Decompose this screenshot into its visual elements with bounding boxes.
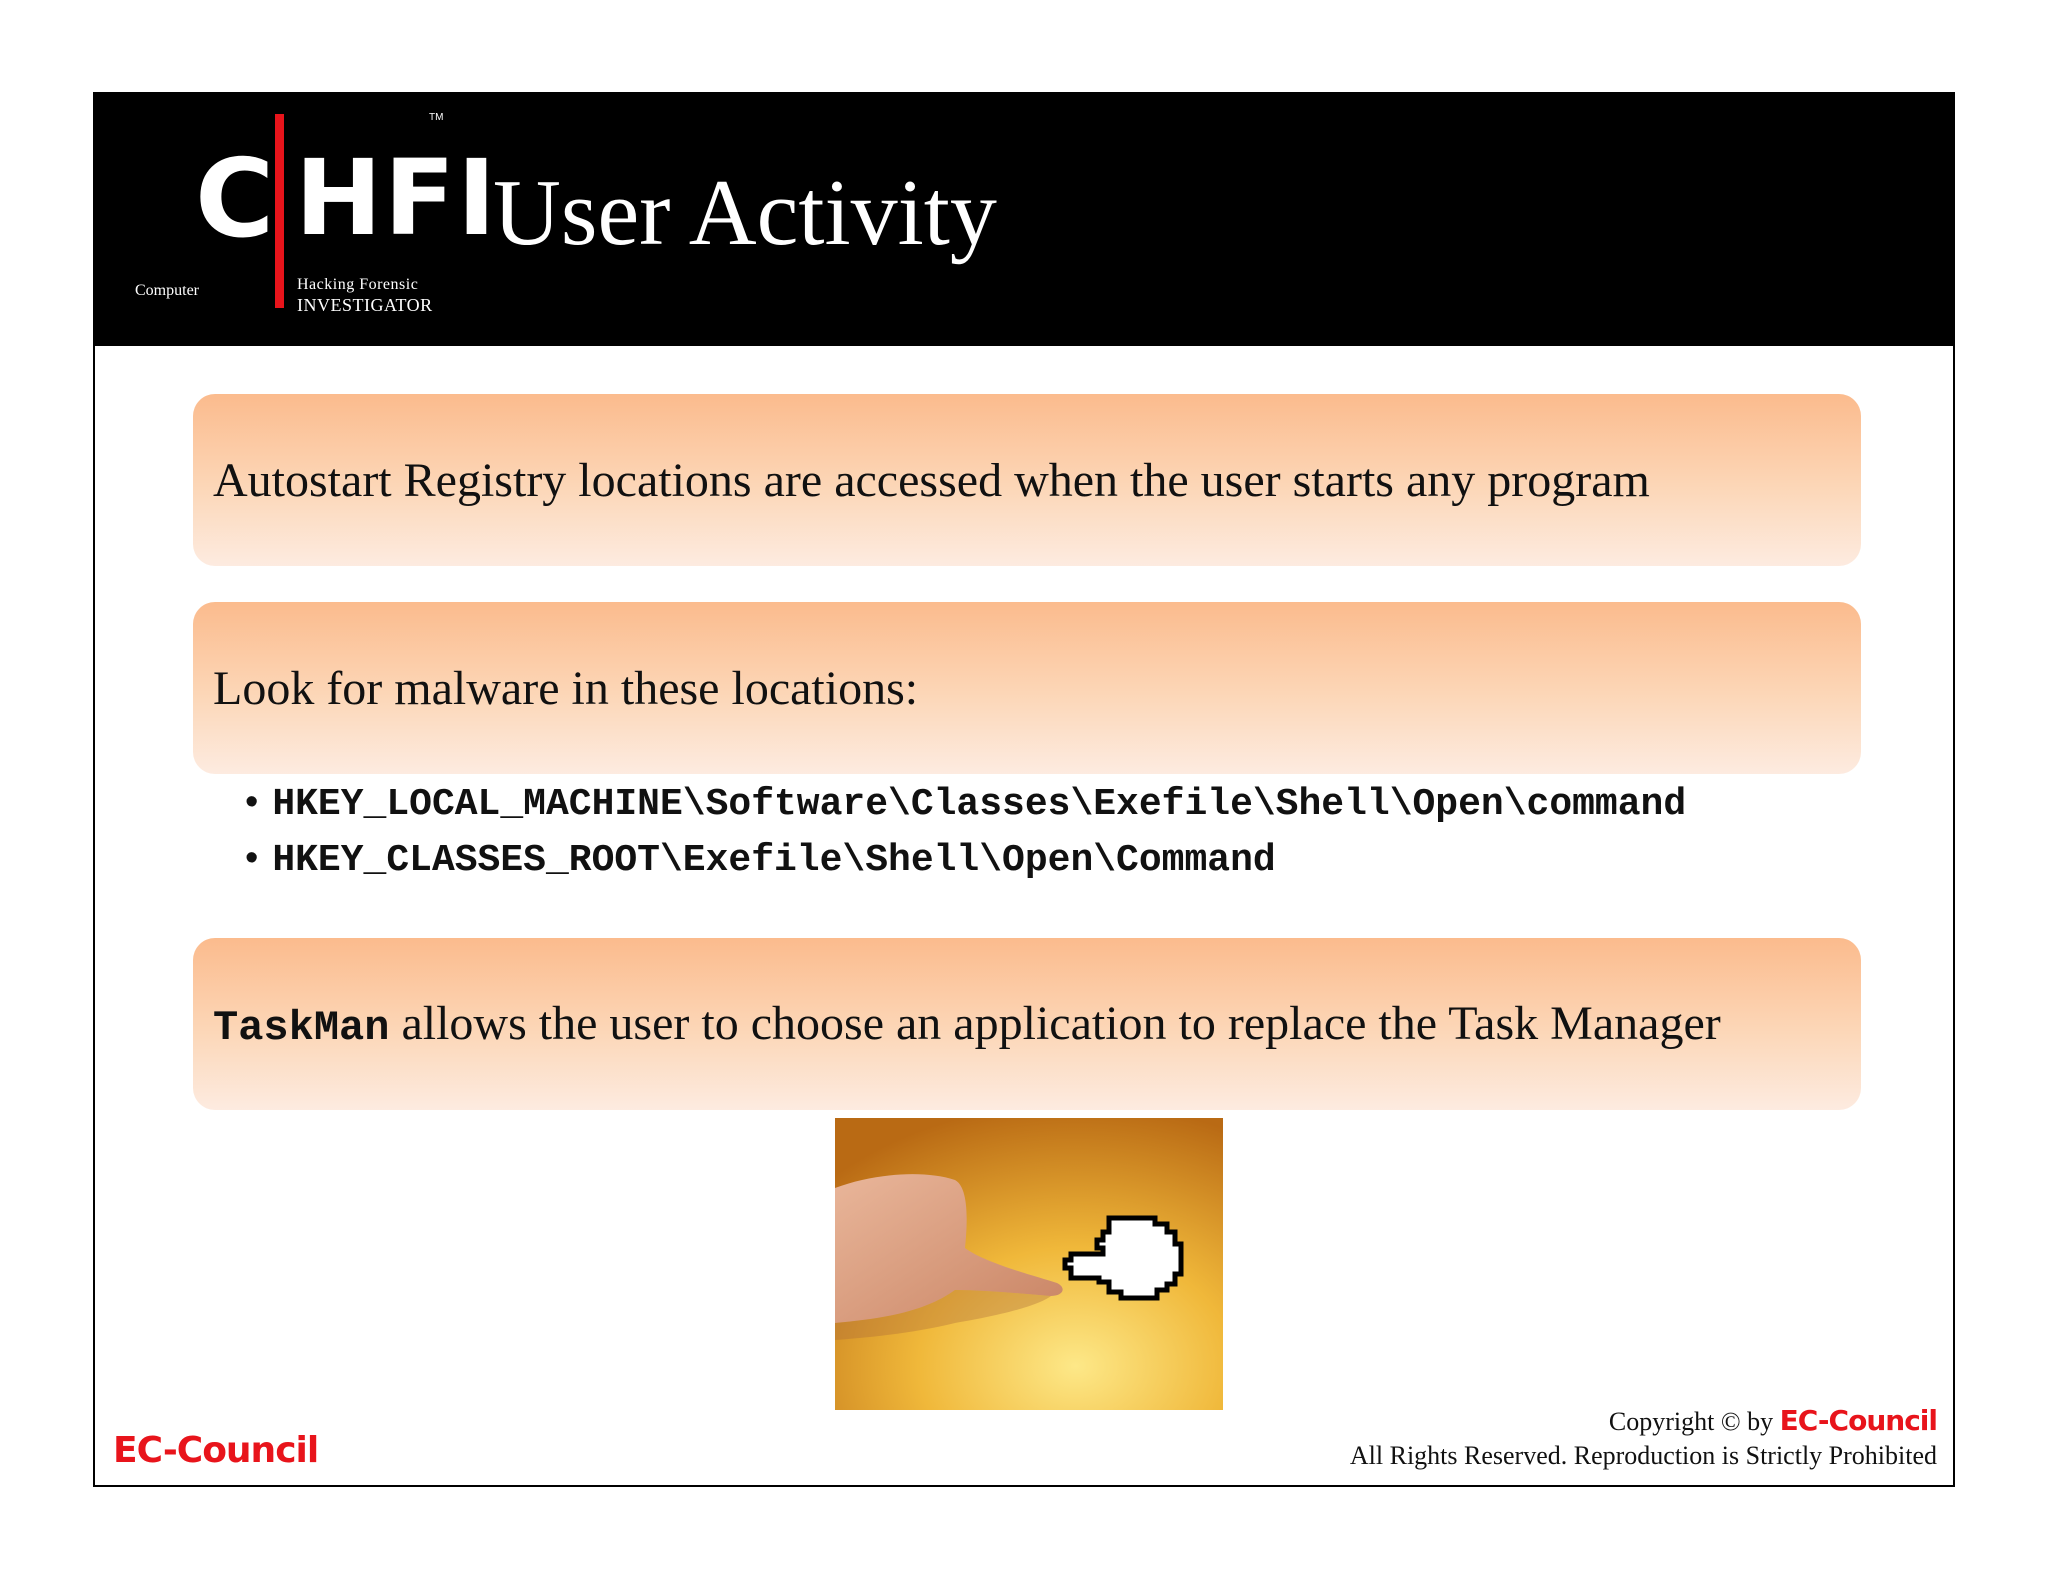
taskman-description: allows the user to choose an application to replace the Task Manager — [389, 997, 1721, 1050]
slide-title: User Activity — [493, 161, 997, 265]
logo-computer-label: Computer — [135, 282, 199, 299]
registry-path: HKEY_LOCAL_MACHINE\Software\Classes\Exefile\Shell\Open\command — [272, 783, 1687, 826]
slide — [93, 92, 1955, 1487]
logo-letter-c: C — [195, 137, 275, 262]
bullet-icon: • — [245, 781, 259, 823]
logo-hacking-forensic-label: Hacking Forensic — [297, 276, 419, 293]
list-item — [245, 830, 1686, 886]
registry-path: HKEY_CLASSES_ROOT\Exefile\Shell\Open\Command — [272, 839, 1276, 882]
copyright-notice — [1350, 1404, 1937, 1473]
info-box-autostart — [193, 394, 1861, 566]
copyright-line — [1350, 1404, 1937, 1439]
info-box-text: Look for malware in these locations: — [213, 661, 919, 715]
info-box-text — [213, 996, 1721, 1052]
bullet-icon: • — [245, 837, 259, 879]
logo-letters-hfi: HFI — [295, 137, 498, 259]
logo-trademark: TM — [429, 112, 444, 123]
finger-and-cursor-image — [835, 1118, 1223, 1410]
rights-line: All Rights Reserved. Reproduction is Strictly Prohibited — [1349, 1441, 1937, 1470]
registry-path-list — [245, 774, 1686, 886]
logo-red-bar — [275, 114, 284, 308]
list-item — [245, 774, 1686, 830]
info-box-taskman — [193, 938, 1861, 1110]
ec-council-logo: EC-Council — [113, 1430, 319, 1471]
logo-investigator-label: INVESTIGATOR — [297, 295, 433, 315]
info-box-text: Autostart Registry locations are accessed when the user starts any program — [213, 453, 1650, 507]
chfi-logo — [135, 112, 498, 322]
copyright-prefix: Copyright © by — [1608, 1407, 1780, 1436]
info-box-malware-locations — [193, 602, 1861, 774]
ec-council-inline-logo: EC-Council — [1779, 1404, 1937, 1437]
taskman-keyword: TaskMan — [213, 1004, 390, 1052]
header-bar — [95, 94, 1953, 346]
